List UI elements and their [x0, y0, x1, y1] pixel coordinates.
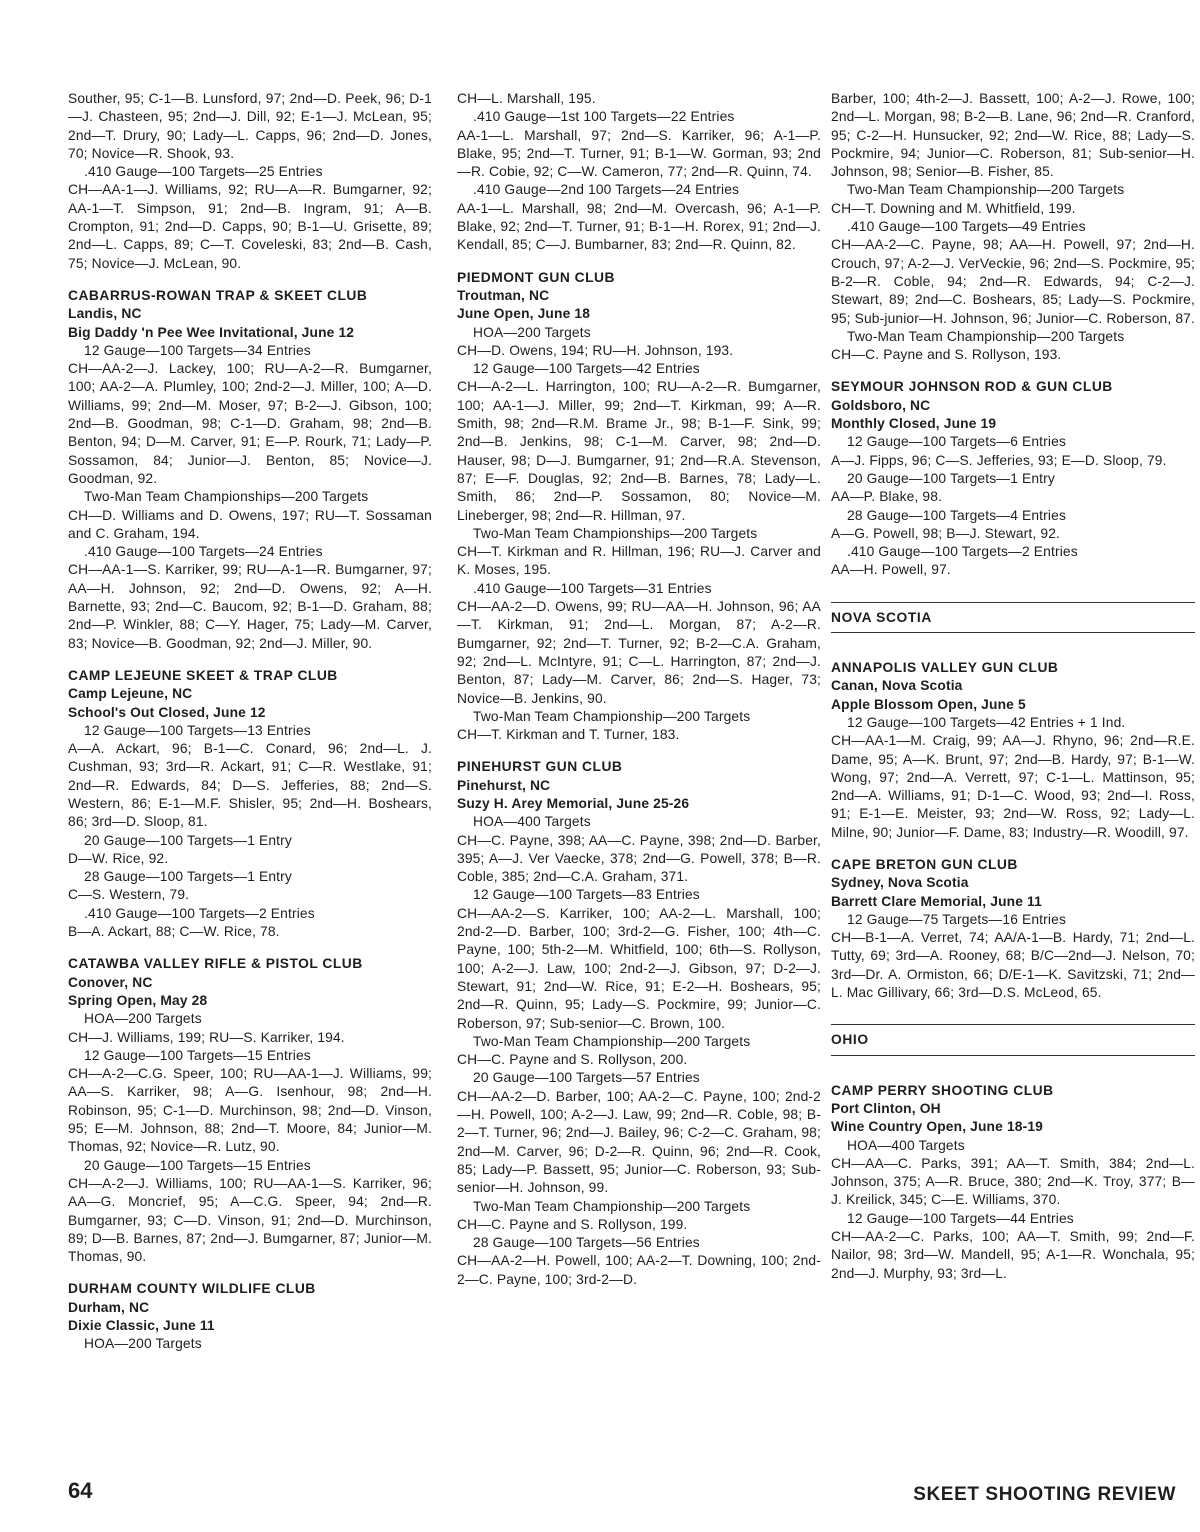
club-name: CAMP LEJEUNE SKEET & TRAP CLUB [68, 667, 338, 683]
column-3 [831, 90, 1195, 1283]
results-paragraph: CH—AA-2—C. Payne, 98; AA—H. Powell, 97; 2nd—H. Crouch, 97; A-2—J. VerVeckie, 96; 2nd—S. Pockmire, 95; B-2—R. Coble, 94; 2nd—R. Edwards, 94; C-2—J. Stewart, 89; 2nd—C. Boshears, 85; Lady—S. Pockmire, 95; Sub-junior—H. Johnson, 96; Junior—C. Roberson, 87. [831, 237, 1195, 326]
event-heading: Two-Man Team Championships—200 Targets [473, 525, 758, 541]
event-heading: HOA—400 Targets [847, 1137, 965, 1153]
event-heading: 20 Gauge—100 Targets—1 Entry [84, 832, 292, 848]
results-paragraph: CH—C. Payne, 398; AA—C. Payne, 398; 2nd—D. Barber, 395; A—J. Ver Vaecke, 378; 2nd—G. Powell, 378; B—R. Coble, 385; 2nd—C.A. Graham, 371. [457, 832, 821, 885]
results-paragraph: AA—P. Blake, 98. [831, 489, 943, 505]
club-name: PINEHURST GUN CLUB [457, 759, 623, 775]
event-title: Suzy H. Arey Memorial, June 25-26 [457, 795, 690, 811]
club-name: DURHAM COUNTY WILDLIFE CLUB [68, 1281, 316, 1297]
results-paragraph: A—A. Ackart, 96; B-1—C. Conard, 96; 2nd—L. J. Cushman, 93; 3rd—R. Ackart, 91; C—R. Westlake, 91; 2nd—R. Edwards, 84; D—S. Jefferies, 88; 2nd—S. Western, 86; E-1—M.F. Shisler, 95; 2nd—H. Boshears, 86; 3rd—D. Sloop, 81. [68, 741, 432, 830]
club-location: Durham, NC [68, 1299, 150, 1315]
results-paragraph: CH—AA-1—M. Craig, 99; AA—J. Rhyno, 96; 2nd—R.E. Dame, 95; A—K. Brunt, 97; 2nd—B. Hardy, 97; B-1—W. Wong, 97; 2nd—A. Verrett, 97; C-1—L. Mattinson, 95; 2nd—A. Williams, 91; D-1—C. Wood, 93; 2nd—I. Ross, 91; E-1—E. Meister, 93; 2nd—W. Ross, 92; Lady—L. Milne, 90; Junior—F. Dame, 83; Industry—R. Woodill, 97. [831, 733, 1195, 840]
event-heading: 20 Gauge—100 Targets—57 Entries [473, 1070, 700, 1086]
event-heading: 12 Gauge—100 Targets—42 Entries + 1 Ind. [847, 714, 1126, 730]
event-heading: HOA—200 Targets [84, 1011, 202, 1027]
results-paragraph: CH—AA-2—J. Lackey, 100; RU—A-2—R. Bumgarner, 100; AA-2—A. Plumley, 100; 2nd-2—J. Miller, 100; A—D. Williams, 99; 2nd—M. Moser, 97; B-2—J. Gibson, 100; 2nd—B. Goodman, 98; C-1—D. Graham, 98; 2nd—B. Benton, 94; D—M. Carver, 91; E—P. Rourk, 71; Lady—P. Sossamon, 84; Junior—J. Benton, 85; Novice—J. Goodman, 92. [68, 361, 432, 486]
results-paragraph: CH—T. Downing and M. Whitfield, 199. [831, 200, 1076, 216]
club-name: SEYMOUR JOHNSON ROD & GUN CLUB [831, 379, 1113, 395]
section-header: OHIO [831, 1024, 1195, 1055]
club-location: Pinehurst, NC [457, 777, 551, 793]
event-heading: Two-Man Team Championships—200 Targets [84, 489, 369, 505]
event-heading: Two-Man Team Championship—200 Targets [473, 708, 751, 724]
results-paragraph: Souther, 95; C-1—B. Lunsford, 97; 2nd—D. Peek, 96; D-1—J. Chasteen, 95; 2nd—J. Dill, 92; E-1—J. McLean, 95; 2nd—T. Drury, 90; Lady—L. Capps, 96; 2nd—D. Jones, 70; Novice—R. Shook, 93. [68, 91, 432, 161]
results-paragraph: CH—C. Payne and S. Rollyson, 199. [457, 1216, 688, 1232]
results-paragraph: CH—B-1—A. Verret, 74; AA/A-1—B. Hardy, 71; 2nd—L. Tutty, 69; 3rd—A. Rooney, 68; B/C—2nd—J. Nelson, 70; 3rd—Dr. A. Ormiston, 66; D/E-1—K. Savitzski, 71; 2nd—L. Mac Gillivary, 66; 3rd—D.S. McLeod, 65. [831, 930, 1195, 1001]
event-heading: 12 Gauge—100 Targets—42 Entries [473, 361, 700, 377]
results-paragraph: CH—D. Owens, 194; RU—H. Johnson, 193. [457, 342, 734, 358]
club-name: CABARRUS-ROWAN TRAP & SKEET CLUB [68, 287, 368, 303]
results-paragraph: CH—J. Williams, 199; RU—S. Karriker, 194. [68, 1029, 345, 1045]
event-heading: 28 Gauge—100 Targets—56 Entries [473, 1235, 700, 1251]
results-paragraph: C—S. Western, 79. [68, 887, 190, 903]
page-number: 64 [68, 1478, 93, 1503]
event-title: Monthly Closed, June 19 [831, 416, 997, 432]
column-2 [457, 90, 821, 1289]
club-location: Goldsboro, NC [831, 397, 931, 413]
results-paragraph: CH—AA-2—S. Karriker, 100; AA-2—L. Marshall, 100; 2nd-2—D. Barber, 100; 3rd-2—G. Fisher, 100; 4th—C. Payne, 100; 5th-2—M. Whitfield, 100; 6th—S. Rollyson, 100; A-2—J. Law, 100; 2nd-2—J. Gibson, 97; D-2—J. Stewart, 91; 2nd—W. Rice, 91; E-2—H. Boshears, 95; 2nd—R. Quinn, 95; Lady—S. Pockmire, 99; Junior—C. Roberson, 97; Sub-senior—C. Brown, 100. [457, 905, 821, 1031]
event-heading: HOA—200 Targets [84, 1336, 202, 1352]
event-heading: HOA—200 Targets [473, 324, 591, 340]
results-paragraph: CH—C. Payne and S. Rollyson, 200. [457, 1052, 688, 1068]
results-paragraph: CH—AA-2—C. Parks, 100; AA—T. Smith, 99; 2nd—F. Nailor, 98; 3rd—W. Mandell, 95; A-1—R. Wonchala, 95; 2nd—J. Murphy, 93; 3rd—L. [831, 1229, 1195, 1281]
event-heading: Two-Man Team Championship—200 Targets [847, 328, 1125, 344]
event-title: June Open, June 18 [457, 306, 591, 322]
event-heading: 12 Gauge—100 Targets—34 Entries [84, 342, 311, 358]
results-paragraph: A—G. Powell, 98; B—J. Stewart, 92. [831, 525, 1061, 541]
results-paragraph: CH—AA-1—S. Karriker, 99; RU—A-1—R. Bumgarner, 97; AA—H. Johnson, 92; 2nd—D. Owens, 92; A—H. Barnette, 93; 2nd—C. Baucom, 92; B-1—D. Graham, 88; 2nd—P. Winkler, 88; C—Y. Hager, 75; Lady—M. Carver, 83; Novice—B. Goodman, 92; 2nd—J. Miller, 90. [68, 562, 432, 651]
event-heading: .410 Gauge—100 Targets—24 Entries [84, 544, 323, 560]
club-location: Port Clinton, OH [831, 1100, 941, 1116]
event-heading: Two-Man Team Championship—200 Targets [473, 1033, 751, 1049]
results-paragraph: CH—D. Williams and D. Owens, 197; RU—T. Sossaman and C. Graham, 194. [68, 507, 432, 541]
event-heading: 20 Gauge—100 Targets—1 Entry [847, 470, 1055, 486]
results-paragraph: CH—A-2—C.G. Speer, 100; RU—AA-1—J. Williams, 99; AA—S. Karriker, 98; A—G. Isenhour, 98; 2nd—H. Robinson, 95; C-1—D. Murchinson, 98; 2nd—D. Vinson, 95; E—M. Johnson, 88; 2nd—T. Moore, 84; Junior—M. Thomas, 92; Novice—R. Lutz, 90. [68, 1066, 432, 1155]
results-paragraph: AA-1—L. Marshall, 98; 2nd—M. Overcash, 96; A-1—P. Blake, 92; 2nd—T. Turner, 91; B-1—H. Rorex, 91; 2nd—J. Kendall, 85; C—J. Bumbarner, 83; 2nd—R. Quinn, 82. [457, 200, 821, 253]
event-heading: .410 Gauge—100 Targets—2 Entries [84, 905, 315, 921]
event-heading: 12 Gauge—75 Targets—16 Entries [847, 911, 1066, 927]
event-heading: 12 Gauge—100 Targets—83 Entries [473, 887, 700, 903]
magazine-title: SKEET SHOOTING REVIEW [913, 1484, 1176, 1505]
results-paragraph: CH—A-2—L. Harrington, 100; RU—A-2—R. Bumgarner, 100; AA-1—J. Miller, 99; 2nd—T. Kirkman, 99; A—R. Smith, 98; 2nd—R.M. Brame Jr., 98; B-1—F. Sink, 99; 2nd—B. Jenkins, 98; C-1—M. Carver, 98; 2nd—D. Hauser, 98; D—J. Bumgarner, 91; 2nd—R.A. Stevenson, 87; E—F. Douglas, 92; 2nd—B. Barnes, 78; Lady—L. Smith, 86; 2nd—P. Sossamon, 80; Novice—M. Lineberger, 98; 2nd—R. Hillman, 97. [457, 379, 821, 523]
club-location: Landis, NC [68, 306, 142, 322]
results-paragraph: CH—L. Marshall, 195. [457, 91, 596, 106]
results-paragraph: B—A. Ackart, 88; C—W. Rice, 78. [68, 924, 280, 940]
event-title: Spring Open, May 28 [68, 992, 208, 1008]
event-heading: .410 Gauge—100 Targets—31 Entries [473, 580, 712, 596]
club-location: Canan, Nova Scotia [831, 678, 963, 694]
event-title: Big Daddy 'n Pee Wee Invitational, June 12 [68, 324, 355, 340]
club-name: CAMP PERRY SHOOTING CLUB [831, 1082, 1054, 1098]
event-heading: .410 Gauge—100 Targets—2 Entries [847, 544, 1078, 560]
club-name: CATAWBA VALLEY RIFLE & PISTOL CLUB [68, 956, 363, 972]
event-heading: Two-Man Team Championship—200 Targets [473, 1198, 751, 1214]
event-title: Wine Country Open, June 18-19 [831, 1119, 1043, 1135]
club-location: Camp Lejeune, NC [68, 686, 193, 702]
results-paragraph: AA-1—L. Marshall, 97; 2nd—S. Karriker, 96; A-1—P. Blake, 95; 2nd—T. Turner, 91; B-1—W. Gorman, 93; 2nd—R. Cobie, 92; C—W. Cameron, 77; 2nd—R. Quinn, 74. [457, 127, 821, 180]
event-title: Barrett Clare Memorial, June 11 [831, 893, 1042, 909]
event-heading: .410 Gauge—2nd 100 Targets—24 Entries [473, 182, 740, 198]
event-heading: .410 Gauge—100 Targets—25 Entries [84, 164, 323, 180]
event-heading: 12 Gauge—100 Targets—15 Entries [84, 1047, 311, 1063]
club-name: ANNAPOLIS VALLEY GUN CLUB [831, 660, 1059, 676]
event-title: School's Out Closed, June 12 [68, 704, 266, 720]
event-heading: 12 Gauge—100 Targets—44 Entries [847, 1210, 1074, 1226]
results-paragraph: CH—AA—C. Parks, 391; AA—T. Smith, 384; 2nd—L. Johnson, 375; A—R. Bruce, 380; 2nd—K. Troy, 377; B—J. Kreilick, 345; C—E. Williams, 370. [831, 1155, 1195, 1208]
results-paragraph: CH—AA-2—D. Owens, 99; RU—AA—H. Johnson, 96; AA—T. Kirkman, 91; 2nd—L. Morgan, 87; A-2—R. Bumgarner, 92; 2nd—T. Turner, 92; B-2—C.A. Graham, 92; 2nd—L. McIntyre, 91; C—L. Harrington, 87; 2nd—J. Benton, 87; Lady—M. Carver, 86; 2nd—S. Hager, 73; Novice—B. Jenkins, 90. [457, 599, 821, 706]
club-name: PIEDMONT GUN CLUB [457, 269, 615, 285]
results-paragraph: CH—T. Kirkman and T. Turner, 183. [457, 727, 680, 743]
club-location: Sydney, Nova Scotia [831, 875, 969, 891]
club-location: Conover, NC [68, 974, 153, 990]
results-paragraph: CH—C. Payne and S. Rollyson, 193. [831, 347, 1062, 363]
event-heading: .410 Gauge—100 Targets—49 Entries [847, 219, 1086, 235]
column-1 [68, 90, 432, 1354]
event-heading: HOA—400 Targets [473, 814, 591, 830]
event-heading: .410 Gauge—1st 100 Targets—22 Entries [473, 109, 735, 125]
section-header: NOVA SCOTIA [831, 602, 1195, 633]
event-heading: 28 Gauge—100 Targets—1 Entry [84, 869, 292, 885]
results-paragraph: CH—AA-2—D. Barber, 100; AA-2—C. Payne, 100; 2nd-2—H. Powell, 100; A-2—J. Law, 99; 2nd—R. Coble, 98; B-2—T. Turner, 96; 2nd—J. Bailey, 96; C-2—C. Graham, 98; 2nd—M. Carver, 96; D-2—R. Quinn, 96; 2nd—R. Cook, 85; Lady—P. Bassett, 95; Junior—C. Roberson, 93; Sub-senior—H. Johnson, 99. [457, 1088, 821, 1196]
event-heading: 20 Gauge—100 Targets—15 Entries [84, 1157, 311, 1173]
event-heading: 12 Gauge—100 Targets—6 Entries [847, 434, 1066, 450]
event-heading: Two-Man Team Championship—200 Targets [847, 182, 1125, 198]
results-paragraph: Barber, 100; 4th-2—J. Bassett, 100; A-2—J. Rowe, 100; 2nd—L. Morgan, 98; B-2—B. Lane, 96; 2nd—R. Cranford, 95; C-2—H. Hunsucker, 92; 2nd—W. Rice, 88; Lady—S. Pockmire, 94; Junior—C. Roberson, 81; Sub-senior—H. Johnson, 98; Senior—B. Fisher, 85. [831, 91, 1195, 180]
results-paragraph: D—W. Rice, 92. [68, 850, 169, 866]
event-title: Dixie Classic, June 11 [68, 1318, 215, 1333]
results-paragraph: CH—T. Kirkman and R. Hillman, 196; RU—J. Carver and K. Moses, 195. [457, 544, 821, 578]
results-paragraph: CH—A-2—J. Williams, 100; RU—AA-1—S. Karriker, 96; AA—G. Moncrief, 95; A—C.G. Speer, 94; 2nd—R. Bumgarner, 93; C—D. Vinson, 91; 2nd—D. Murchinson, 89; D—B. Barnes, 87; 2nd—J. Bumgarner, 87; Junior—M. Thomas, 90. [68, 1175, 432, 1265]
results-paragraph: CH—AA-1—J. Williams, 92; RU—A—R. Bumgarner, 92; AA-1—T. Simpson, 91; 2nd—B. Ingram, 91; A—B. Crompton, 91; 2nd—D. Capps, 90; B-1—U. Grisette, 89; 2nd—L. Capps, 89; C—T. Coveleski, 83; 2nd—B. Cash, 75; Novice—J. McLean, 90. [68, 182, 432, 271]
club-name: CAPE BRETON GUN CLUB [831, 856, 1018, 872]
event-heading: 28 Gauge—100 Targets—4 Entries [847, 507, 1066, 523]
results-paragraph: AA—H. Powell, 97. [831, 562, 951, 578]
club-location: Troutman, NC [457, 287, 550, 303]
event-heading: 12 Gauge—100 Targets—13 Entries [84, 722, 311, 738]
results-paragraph: A—J. Fipps, 96; C—S. Jefferies, 93; E—D. Sloop, 79. [831, 452, 1167, 468]
event-title: Apple Blossom Open, June 5 [831, 696, 1026, 712]
results-paragraph: CH—AA-2—H. Powell, 100; AA-2—T. Downing, 100; 2nd-2—C. Payne, 100; 3rd-2—D. [457, 1253, 821, 1287]
